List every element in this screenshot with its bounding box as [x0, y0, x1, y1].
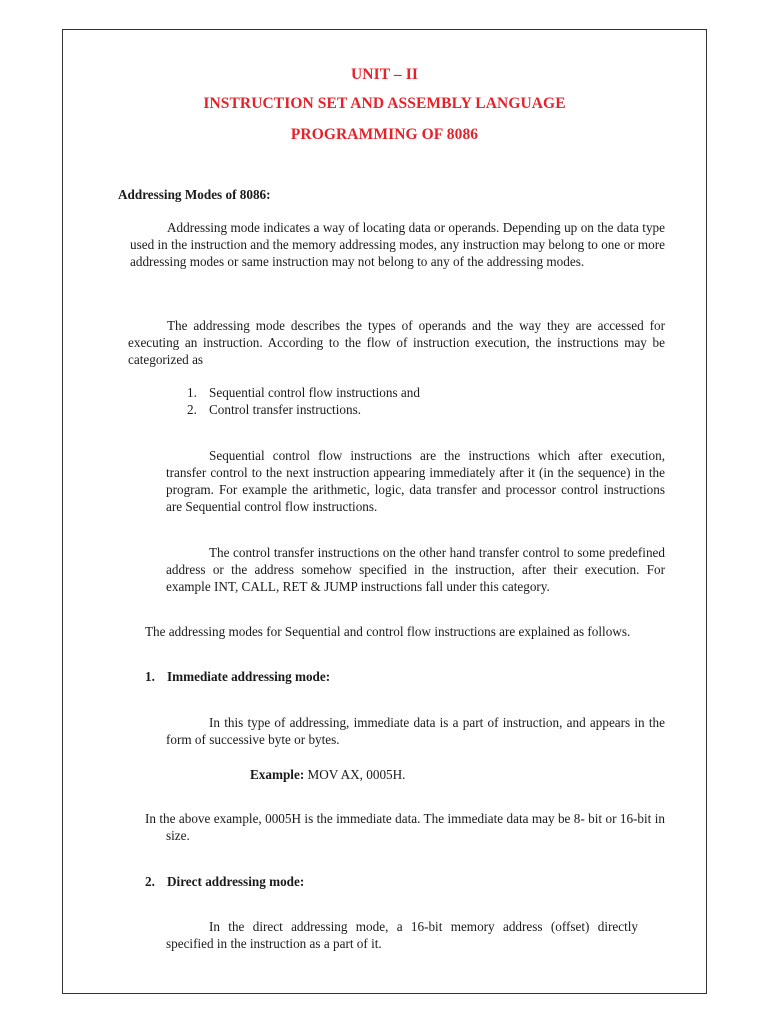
paragraph-intro: Addressing mode indicates a way of locating data or operands. Depending up on the data type used in the instruction and the memory addressing modes, any instruction may belong to one or more addressing modes or same instruction may not belong to any of the addressing modes.	[130, 220, 665, 269]
paragraph-control-transfer: The control transfer instructions on the other hand transfer control to some predefined address or the address somehow specified in the instruction, after their execution. For example INT, CALL, RET & JUMP instructions fall under this category.	[166, 545, 665, 594]
chapter-title-line2: PROGRAMMING OF 8086	[290, 126, 479, 143]
paragraph-direct: In the direct addressing mode, a 16-bit memory address (offset) directly specified in the instruction as a part of it.	[166, 919, 638, 951]
paragraph-categories: The addressing mode describes the types of operands and the way they are accessed for executing an instruction. According to the flow of instruction execution, the instructions may be categorized as	[128, 318, 665, 367]
mode-heading-immediate: 1. Immediate addressing mode:	[145, 669, 331, 684]
example-immediate: Example: MOV AX, 0005H.	[250, 767, 406, 782]
category-list	[187, 384, 420, 418]
paragraph-explained: The addressing modes for Sequential and control flow instructions are explained as follows.	[145, 624, 631, 639]
paragraph-immediate: In this type of addressing, immediate data is a part of instruction, and appears in the form of successive byte or bytes.	[166, 715, 665, 747]
mode-heading-direct: 2. Direct addressing mode:	[145, 874, 305, 889]
paragraph-immediate-note: In the above example, 0005H is the immediate data. The immediate data may be 8- bit or 16-bit in size.	[145, 811, 665, 843]
unit-title: UNIT – II	[351, 66, 418, 83]
list-item: 1. Sequential control flow instructions and	[187, 385, 420, 400]
paragraph-sequential: Sequential control flow instructions are the instructions which after execution, transfer control to the next instruction appearing immediately after it (in the sequence) in the program. For example the arithmetic, logic, data transfer and processor control instructions are Sequential control flow instructions.	[166, 448, 665, 514]
section-heading: Addressing Modes of 8086:	[118, 187, 271, 202]
list-item: 2. Control transfer instructions.	[187, 402, 361, 417]
chapter-title-line1: INSTRUCTION SET AND ASSEMBLY LANGUAGE	[203, 95, 566, 112]
